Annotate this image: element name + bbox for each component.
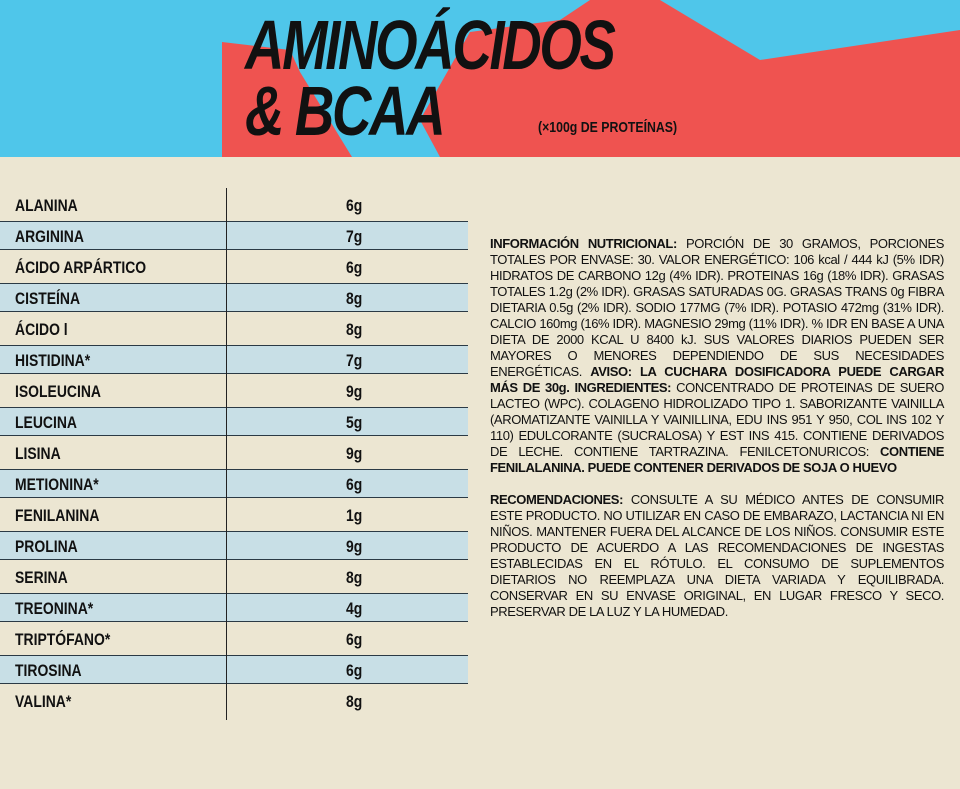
table-row <box>0 500 468 529</box>
amino-value: 6g <box>346 258 363 277</box>
ingredients-text: CONCENTRADO DE PROTEINAS DE SUERO LACTEO (WPC). COLAGENO HIDROLIZADO TIPO 1. SABORIZANTE VAINILLA (AROMATIZANTE VAINILLA Y VAINILLINA, EDU INS 951 Y 950, COL INS 102 Y 110) EDULCORANTE (SUCRALOSA) Y EST INS 415. CONTIENE DERIVADOS DE LECHE. CONTIENE TARTRAZINA. FENILCETONURICOS: <box>490 380 945 459</box>
table-row <box>0 314 468 343</box>
subtitle: (×100g DE PROTEÍNAS) <box>538 119 678 136</box>
amino-name: LEUCINA <box>15 413 77 432</box>
title-line-1: AMINOÁCIDOS <box>245 6 614 84</box>
amino-name: ÁCIDO ARPÁRTICO <box>15 258 147 277</box>
recommendations-text: CONSULTE A SU MÉDICO ANTES DE CONSUMIR ESTE PRODUCTO. NO UTILIZAR EN CASO DE EMBARAZO, LACTANCIA NI EN NIÑOS. MANTENER FUERA DEL ALCANCE DE LOS NIÑOS. CONSUMIR ESTE PRODUCTO DE ACUERDO A LAS RECOMENDACIONES DE INGESTAS ESTABLECIDAS EN EL RÓTULO. EL CONSUMO DE SUPLEMENTOS DIETARIOS NO REEMPLAZA UNA DIETA VARIADA Y EQUILIBRADA. CONSERVAR EN SU ENVASE ORIGINAL, EN LUGAR FRESCO Y SECO. PRESERVAR DE LA LUZ Y LA HUMEDAD. <box>490 492 944 619</box>
amino-value: 6g <box>346 661 363 680</box>
amino-value: 6g <box>346 196 363 215</box>
recommendations-label: RECOMENDACIONES: <box>490 492 623 507</box>
amino-value: 7g <box>346 227 363 246</box>
amino-value: 6g <box>346 475 363 494</box>
amino-value: 8g <box>346 289 363 308</box>
table-row <box>0 562 468 591</box>
table-row <box>0 686 468 715</box>
amino-value: 8g <box>346 568 363 587</box>
amino-name: PROLINA <box>15 537 78 556</box>
table-row <box>0 252 468 281</box>
nutrition-paragraph <box>490 236 944 476</box>
amino-name: METIONINA* <box>15 475 99 494</box>
amino-value: 9g <box>346 537 363 556</box>
amino-value: 1g <box>346 506 363 525</box>
table-row <box>0 655 468 684</box>
nutrition-label: INFORMACIÓN NUTRICIONAL: <box>490 236 677 251</box>
amino-value: 5g <box>346 413 363 432</box>
amino-name: ISOLEUCINA <box>15 382 101 401</box>
amino-name: SERINA <box>15 568 68 587</box>
recommendations-paragraph <box>490 492 944 620</box>
amino-name: ÁCIDO l <box>15 320 68 339</box>
table-row <box>0 593 468 622</box>
warning-label: AVISO: LA CUCHARA DOSIFICADORA PUEDE CARGAR MÁS DE 30g. INGREDIENTES: <box>490 364 944 395</box>
table-row <box>0 438 468 467</box>
allergen-text: CONTIENE FENILALANINA. PUEDE CONTENER DERIVADOS DE SOJA O HUEVO <box>490 444 944 475</box>
table-row <box>0 376 468 405</box>
table-row <box>0 345 468 374</box>
table-row <box>0 221 468 250</box>
table-divider <box>226 188 227 720</box>
amino-value: 4g <box>346 599 363 618</box>
amino-name: ARGININA <box>15 227 84 246</box>
nutrition-info <box>490 236 944 636</box>
title-line-2: & BCAA <box>245 72 444 150</box>
amino-value: 9g <box>346 444 363 463</box>
amino-name: FENILANINA <box>15 506 100 525</box>
amino-name: ALANINA <box>15 196 78 215</box>
table-row <box>0 531 468 560</box>
amino-value: 8g <box>346 320 363 339</box>
table-row <box>0 624 468 653</box>
amino-name: TIROSINA <box>15 661 82 680</box>
amino-acid-table <box>0 190 468 717</box>
table-row <box>0 407 468 436</box>
amino-value: 8g <box>346 692 363 711</box>
amino-name: TREONINA* <box>15 599 94 618</box>
header-banner <box>0 0 960 157</box>
table-row <box>0 469 468 498</box>
amino-value: 9g <box>346 382 363 401</box>
table-row <box>0 190 468 219</box>
amino-name: TRIPTÓFANO* <box>15 630 111 649</box>
table-row <box>0 283 468 312</box>
amino-value: 6g <box>346 630 363 649</box>
amino-name: HISTIDINA* <box>15 351 91 370</box>
nutrition-text: PORCIÓN DE 30 GRAMOS, PORCIONES TOTALES POR ENVASE: 30. VALOR ENERGÉTICO: 106 kcal / 444 kJ (5% IDR) HIDRATOS DE CARBONO 12g (4% IDR). PROTEINAS 16g (18% IDR). GRASAS TOTALES 1.2g (2% IDR). GRASAS SATURADAS 0G. GRASAS TRANS 0g FIBRA DIETARIA 0.5g (2% IDR). SODIO 177MG (7% IDR). POTASIO 472mg (31% IDR). CALCIO 160mg (16% IDR). MAGNESIO 29mg (11% IDR). % IDR EN BASE A UNA DIETA DE 2000 KCAL U 8400 kJ. SUS VALORES DIARIOS PUEDEN SER MAYORES O MENORES DEPENDIENDO DE SUS NECESIDADES ENERGÉTICAS. <box>490 236 944 379</box>
amino-name: LISINA <box>15 444 61 463</box>
amino-value: 7g <box>346 351 363 370</box>
amino-name: VALINA* <box>15 692 72 711</box>
amino-name: CISTEÍNA <box>15 289 81 308</box>
